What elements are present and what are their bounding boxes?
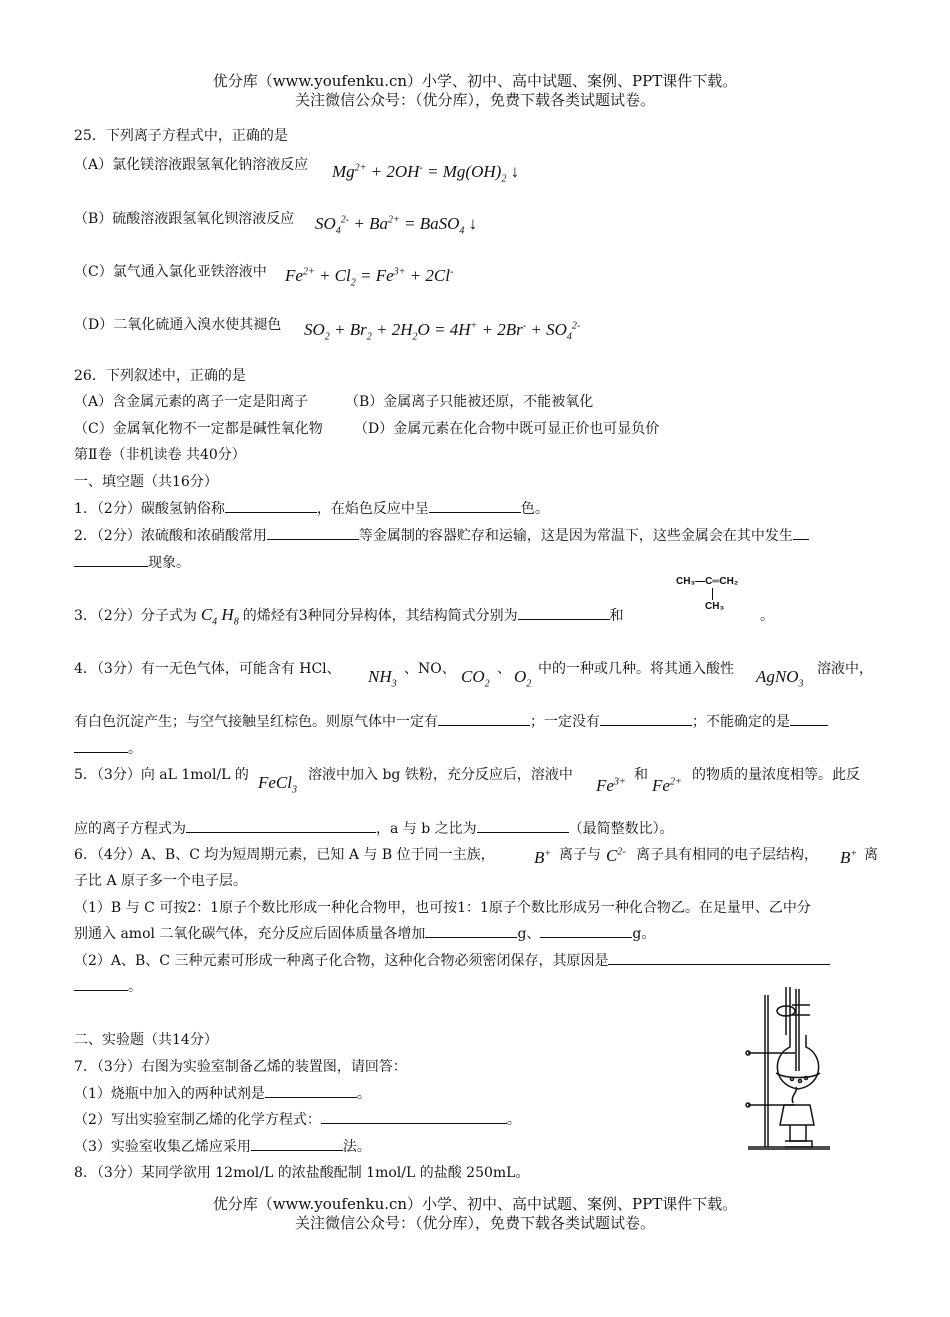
q25-b-equation: $SO_4^{2-} + Ba^{2+}$ = BaSO$_4$ ↓ [315,214,478,237]
q5-fecl3: FeCl$_3$ [258,773,297,796]
q4-part-c: 、 [497,661,511,677]
q6-line-2: 子比 A 原子多一个电子层。 [74,873,248,889]
section-1-title: 一、填空题（共16分） [74,474,218,490]
q7-sub-2: （2）写出实验室制乙烯的化学方程式： 。 [74,1109,521,1129]
q4-co2: $CO_2$ [461,667,490,690]
q25-option-c: （C）氯气通入氯化亚铁溶液中 [74,264,267,280]
q6-b-ion-1: B+ [534,848,552,867]
q5-fe3: $Fe^{3+}$ [596,776,626,795]
q4-part-d: 中的一种或几种。将其通入酸性 [538,661,734,677]
q6-sub-2-line-2: 。 [74,976,142,996]
q6-sub-1: （1）B 与 C 可按2：1原子个数比形成一种化合物甲，也可按1：1原子个数比形成另一种化合物乙。在足量甲、乙中分 [74,900,811,916]
header-line-1: 优分库（www.youfenku.cn）小学、初中、高中试题、案例、PPT课件下载。 [212,72,738,90]
footer-line-1: 优分库（www.youfenku.cn）小学、初中、高中试题、案例、PPT课件下载。 [212,1195,738,1213]
section-2-title: 二、实验题（共14分） [74,1032,218,1048]
q26-option-b: （B）金属离子只能被还原，不能被氧化 [345,394,594,410]
part-2-title: 第Ⅱ卷（非机读卷 共40分） [74,447,246,463]
q2-line-1: 2．（2分）浓硫酸和浓硝酸常用 等金属制的容器贮存和运输，这是因为常温下，这些金属会在其中发生 [74,525,809,545]
q25-option-d: （D）二氧化硫通入溴水使其褪色 [74,317,282,333]
q8-stem: 8．（3分）某同学欲用 12mol/L 的浓盐酸配制 1mol/L 的盐酸 250mL。 [74,1165,530,1181]
q26-option-c: （C）金属氧化物不一定都是碱性氧化物 [74,421,323,437]
header-line-2: 关注微信公众号：（优分库），免费下载各类试题试卷。 [294,91,655,109]
footer-line-2: 关注微信公众号：（优分库），免费下载各类试题试卷。 [294,1214,655,1232]
q5-part-c: 和 [634,767,648,783]
q5-line-2: 应的离子方程式为 ，a 与 b 之比为 （最简整数比）。 [74,818,674,838]
q25-c-equation: $Fe^{2+} + Cl_2 = Fe^{3+} + 2Cl^-$ [285,266,454,289]
q5-fe2: $Fe^{2+}$ [652,776,682,795]
q1-line: 1．（2分）碳酸氢钠俗称 ，在焰色反应中呈 色。 [74,498,549,518]
q26-option-a: （A）含金属元素的离子一定是阳离子 [74,394,309,410]
q3-structure-bond [712,588,713,600]
q5-part-b: 溶液中加入 bg 铁粉，充分反应后，溶液中 [308,767,573,783]
q6-part-b: 离子与 [559,847,601,863]
q7-stem: 7．（3分）右图为实验室制备乙烯的装置图，请回答： [74,1059,407,1075]
q25-option-a: （A）氯化镁溶液跟氢氧化钠溶液反应 [74,157,309,173]
q25-stem: 25．下列离子方程式中，正确的是 [74,128,288,144]
q4-part-b: 、NO、 [404,661,456,677]
q6-part-d: 离 [864,847,878,863]
q26-option-d: （D）金属元素在化合物中既可显正价也可显负价 [354,421,660,437]
q6-part-c: 离子具有相同的电子层结构， [636,847,818,863]
q4-part-a: 4．（3分）有一无色气体，可能含有 HCl、 [74,661,341,677]
q7-sub-1: （1）烧瓶中加入的两种试剂是 。 [74,1083,371,1103]
q6-b-ion-2: B+ [840,848,858,867]
q25-a-equation: $Mg^{2+} + 2OH^- = Mg(OH)_2$ ↓ [332,162,520,185]
q3-end: 。 [760,608,774,624]
q4-line-2: 有白色沉淀产生；与空气接触呈红棕色。则原气体中一定有 ；一定没有 ；不能确定的是 [74,711,828,731]
q4-o2: $O_2$ [514,667,532,690]
q3-structure-main: CH₃—C═CH₂ [676,576,739,587]
q7-sub-3: （3）实验室收集乙烯应采用 法。 [74,1136,371,1156]
q4-agno3: AgNO$_3$ [756,667,804,690]
q3-structure-branch: CH₃ [705,601,725,612]
ethylene-apparatus-figure [740,975,835,1155]
q2-line-2: 现象。 [74,552,190,572]
q6-sub-1-line-2: 别通入 amol 二氧化碳气体，充分反应后固体质量各增加 g、 g。 [74,923,655,943]
q6-c-ion: $C^{2-}$ [606,846,626,865]
q5-part-d: 的物质的量浓度相等。此反 [692,767,860,783]
q6-part-a: 6．（4分）A、B、C 均为短周期元素，已知 A 与 B 位于同一主族， [74,847,495,863]
q4-line-3: 。 [74,738,142,758]
q4-nh3: $NH_3$ [368,667,397,690]
q26-stem: 26．下列叙述中，正确的是 [74,368,246,384]
q4-part-e: 溶液中， [817,661,873,677]
q25-d-equation: $SO_2 + Br_2 + 2H_2O = 4H^+ + 2Br^- + SO_4^{2-}$ [304,320,581,343]
q3-line: 3．（2分）分子式为 $C_4$ $H_8$ 的烯烃有3种同分异构体，其结构简式分别为 和 [74,605,624,628]
q5-part-a: 5．（3分）向 aL 1mol/L 的 [74,767,249,783]
q6-sub-2: （2）A、B、C 三种元素可形成一种离子化合物，这种化合物必须密闭保存，其原因是 [74,950,830,970]
q25-option-b: （B）硫酸溶液跟氢氧化钡溶液反应 [74,211,295,227]
